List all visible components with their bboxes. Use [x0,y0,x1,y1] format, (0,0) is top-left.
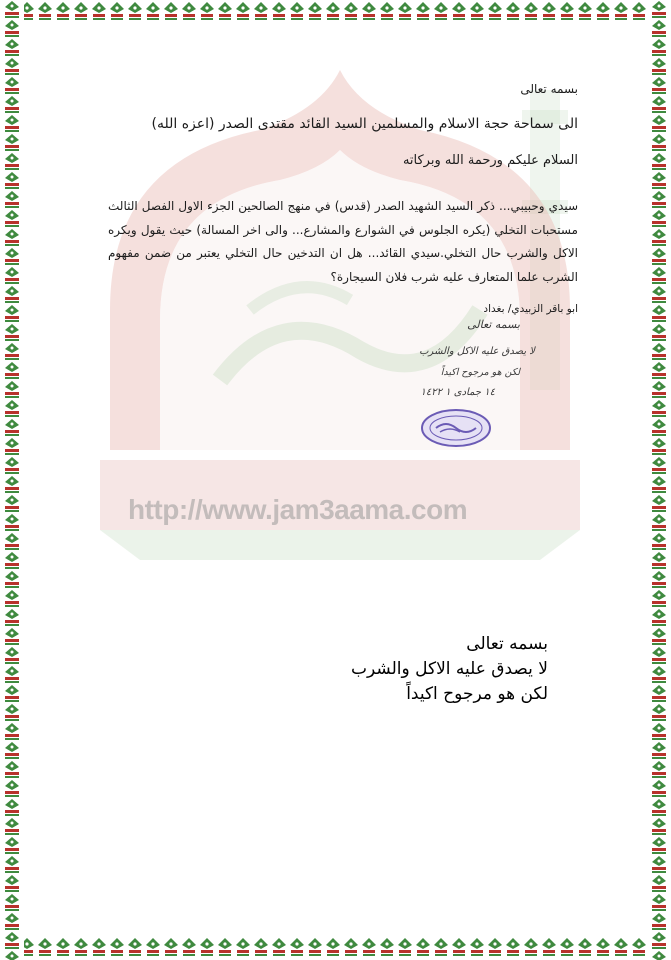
office-seal-stamp [420,408,492,448]
handwritten-answer-line2: لكن هو مرجوح اكيداً [440,367,520,378]
transcript-basmala: بسمه تعالى [466,634,548,654]
ornamental-border-left [0,0,24,960]
transcript-answer-line2: لكن هو مرجوح اكيداً [406,684,548,704]
transcript-answer-line1: لا يصدق عليه الاكل والشرب [351,659,548,679]
letter-basmala: بسمه تعالى [520,82,578,96]
ornamental-border-top [0,0,671,24]
handwritten-date: ١٤ جمادى ١ ١٤٢٢ [420,387,495,398]
letter-recipient: الى سماحة حجة الاسلام والمسلمين السيد القائد مقتدى الصدر (اعزه الله) [151,116,578,132]
handwritten-answer-line1: لا يصدق عليه الاكل والشرب [419,346,535,357]
ornamental-border-bottom [0,936,671,960]
handwritten-basmala: بسمه تعالى [467,318,520,331]
letter-signature: ابو باقر الزبيدي/ بغداد [483,303,578,315]
letter-greeting: السلام عليكم ورحمة الله وبركاته [402,153,578,168]
watermark-url: http://www.jam3aama.com [128,494,468,525]
ornamental-border-right [647,0,671,960]
letter-body: سيدي وحبيبي... ذكر السيد الشهيد الصدر (قدس) في منهج الصالحين الجزء الاول الفصل الثالث مستحبات التخلي (يكره الجلوس في الشوارع والمشارع... والى اخر المسالة) حيث يقول ويكره الاكل والشرب حال التخلي.سيدي القائد... هل ان التدخين حال التخلي يعتبر من ضمن مفهوم الشرب علما المتعارف عليه شرب فلان السيجارة؟ [108,199,578,284]
